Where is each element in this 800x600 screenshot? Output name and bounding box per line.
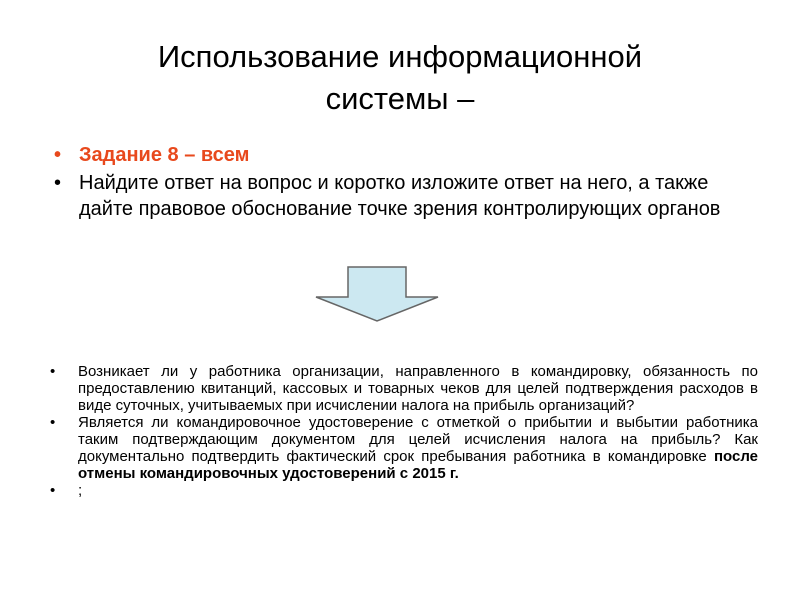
task-list [52,142,752,224]
question-item [48,414,758,482]
question-bold-text: после отмены командировочных удостоверений с 2015 г. [78,448,758,482]
question-item [48,482,758,499]
down-arrow-shape [316,267,438,321]
question-text: Является ли командировочное удостоверение с отметкой о прибытии и выбытии работника таким подтверждающим документом для целей исчисления налога на прибыль? Как документально подтвердить фактический срок пребывания работника в командировке [78,414,758,465]
bullet-icon: • [54,172,62,194]
down-arrow-icon [314,266,440,322]
instruction-text: Найдите ответ на вопрос и коротко изложите ответ на него, а также дайте правовое обоснование точке зрения контролирующих органов [79,172,721,220]
instruction-item [52,170,752,222]
question-text: ; [78,482,83,499]
bullet-icon: • [50,363,56,380]
slide-title: Использование информационной системы – [157,39,643,116]
bullet-icon: • [50,482,56,499]
question-text: Возникает ли у работника организации, направленного в командировку, обязанность по предоставлению квитанций, кассовых и товарных чеков для целей подтверждения расходов в виде суточных, учитываемых при исчислении налога на прибыль организаций? [78,363,758,414]
question-item [48,363,758,414]
bullet-icon: • [54,144,62,166]
question-list [48,363,758,499]
bullet-icon: • [50,414,56,431]
task-item [52,142,752,168]
task-label: Задание 8 – всем [79,144,250,166]
